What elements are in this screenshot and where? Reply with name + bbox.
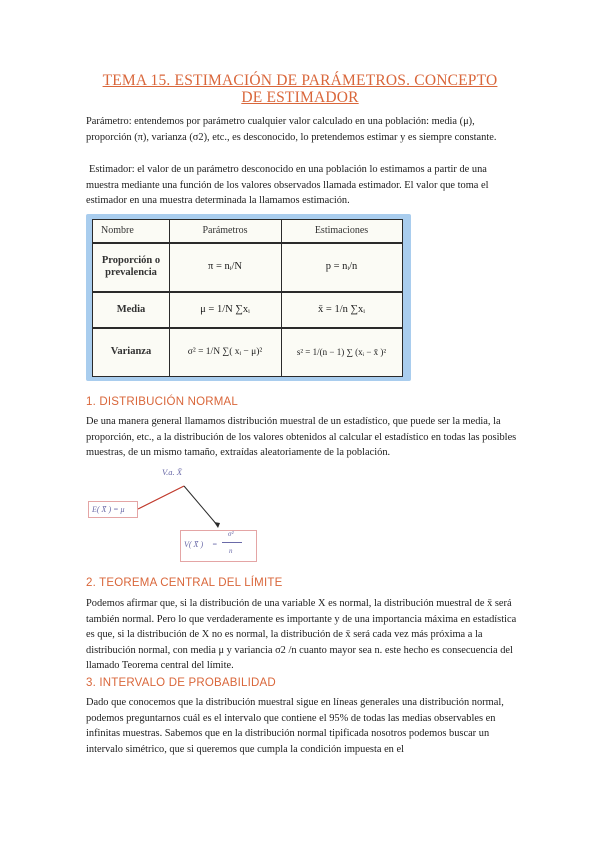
table-row-varianza-estim: s² = 1/(n − 1) ∑ (xᵢ − x̄ )² xyxy=(296,346,387,357)
diagram-variance-numerator: σ² xyxy=(228,530,234,538)
diagram-fraction-bar xyxy=(222,542,242,543)
estimation-table xyxy=(92,219,403,377)
table-row-media-name: Media xyxy=(116,303,146,315)
sampling-distribution-diagram xyxy=(86,464,286,564)
table-row-media-estim: x̄ = 1/n ∑xᵢ xyxy=(318,303,365,315)
table-header-estimaciones: Estimaciones xyxy=(314,225,369,236)
table-row-media-param: μ = 1/N ∑xᵢ xyxy=(200,303,250,315)
intro-estimador-paragraph: Estimador: el valor de un parámetro desconocido en una población lo estimamos a partir de una muestra mediante una función de los valores observados llamada estimador. El valor que toma el estimador en una muestra determinada la llamamos estimación. xyxy=(86,164,489,206)
diagram-variance-lhs: V( X̄ ) xyxy=(184,540,204,549)
section-text-teorema-central: Podemos afirmar que, si la distribución de una variable X es normal, la distribución muestral de x̄ será también normal. Pero lo que verdaderamente es importante y de una importancia máxima en estadística es que, si la distribución de X no es normal, la distribución de x̄ será cada vez más próxima a la distribución normal, con media μ y variancia σ2 /n cuanto mayor sea n. este hecho es consecuencia del llamado Teorema central del límite. xyxy=(86,598,517,671)
intro-parametro-paragraph: Parámetro: entendemos por parámetro cualquier valor calculado en una población: media (μ), proporción (π), varianza (σ2), etc., es desconocido, lo pretendemos estimar y es siempre constante. xyxy=(86,116,497,143)
estimation-table-image xyxy=(86,214,411,381)
table-row-proporcion-estim: p = nᵢ/n xyxy=(325,261,358,272)
diagram-variance-equals: = xyxy=(212,540,218,549)
table-row-varianza-name: Varianza xyxy=(110,345,152,357)
section-text-intervalo: Dado que conocemos que la distribución muestral sigue en líneas generales una distribución normal, podemos preguntarnos cuál es el intervalo que contiene el 95% de todas las medias observables en infinitas muestras. Sabemos que en la distribución normal tipificada nosotros podemos buscar un intervalo simétrico, que si queremos que cumpla la condición impuesta en el xyxy=(86,697,504,755)
diagram-random-variable-label: V.a. X̄ xyxy=(162,467,182,477)
table-row-proporcion-name: Proporción o prevalencia xyxy=(101,255,161,278)
section-text-distribucion-normal: De una manera general llamamos distribución muestral de un estadístico, que puede ser la media, la proporción, etc., a la distribución de los valores obtenidos al calcular el estadístico en todas las posibles muestras, de un mismo tamaño, extraídas aleatoriamente de la población. xyxy=(86,416,517,458)
page-title: TEMA 15. ESTIMACIÓN DE PARÁMETROS. CONCEPTO DE ESTIMADOR xyxy=(102,72,498,106)
section-heading-intervalo: 3. INTERVALO DE PROBABILIDAD xyxy=(86,677,276,689)
table-header-parametros: Parámetros xyxy=(202,225,248,236)
diagram-expectation-formula: E( X̄ ) = μ xyxy=(92,505,125,514)
section-heading-distribucion-normal: 1. DISTRIBUCIÓN NORMAL xyxy=(86,396,239,408)
diagram-variance-denominator: n xyxy=(229,547,233,555)
table-header-nombre: Nombre xyxy=(101,225,134,236)
table-row-varianza-param: σ² = 1/N ∑( xᵢ − μ)² xyxy=(187,346,263,357)
table-row-proporcion-param: π = nᵢ/N xyxy=(208,261,242,272)
section-heading-teorema-central: 2. TEOREMA CENTRAL DEL LÍMITE xyxy=(86,577,283,589)
